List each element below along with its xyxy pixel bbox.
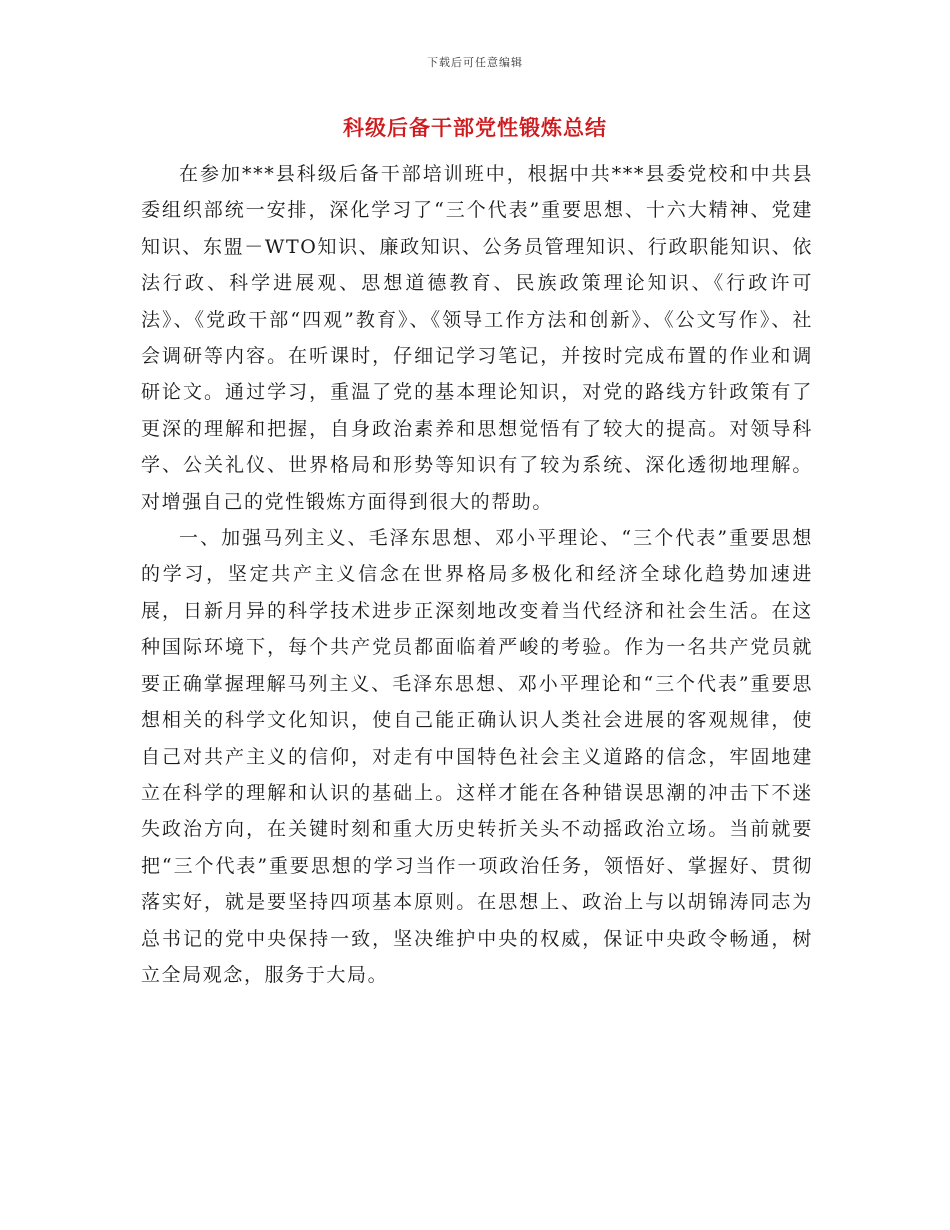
paragraph-section-1: 一、加强马列主义、毛泽东思想、邓小平理论、“三个代表”重要思想的学习，坚定共产主义信念在世界格局多极化和经济全球化趋势加速进展，日新月异的科学技术进步正深刻地改变着当代经济和社会生活。在这种国际环境下，每个共产党员都面临着严峻的考验。作为一名共产党员就要正确掌握理解马列主义、毛泽东思想、邓小平理论和“三个代表”重要思想相关的科学文化知识，使自己能正确认识人类社会进展的客观规律，使自己对共产主义的信仰，对走有中国特色社会主义道路的信念，牢固地建立在科学的理解和认识的基础上。这样才能在各种错误思潮的冲击下不迷失政治方向，在关键时刻和重大历史转折关头不动摇政治立场。当前就要把“三个代表”重要思想的学习当作一项政治任务，领悟好、掌握好、贯彻落实好，就是要坚持四项基本原则。在思想上、政治上与以胡锦涛同志为总书记的党中央保持一致，坚决维护中央的权威，保证中央政令畅通，树立全局观念，服务于大局。 bbox=[141, 527, 813, 986]
document-body bbox=[141, 156, 813, 993]
paragraph-intro: 在参加***县科级后备干部培训班中，根据中共***县委党校和中共县委组织部统一安排，深化学习了“三个代表”重要思想、十六大精神、党建知识、东盟－WTO知识、廉政知识、公务员管理知识、行政职能知识、依法行政、科学进展观、思想道德教育、民族政策理论知识、《行政许可法》、《党政干部“四观”教育》、《领导工作方法和创新》、《公文写作》、社会调研等内容。在听课时，仔细记学习笔记，并按时完成布置的作业和调研论文。通过学习，重温了党的基本理论知识，对党的路线方针政策有了更深的理解和把握，自身政治素养和思想觉悟有了较大的提高。对领导科学、公关礼仪、世界格局和形势等知识有了较为系统、深化透彻地理解。对增强自己的党性锻炼方面得到很大的帮助。 bbox=[141, 163, 813, 513]
document-title: 科级后备干部党性锻炼总结 bbox=[343, 116, 607, 140]
header-note: 下载后可任意编辑 bbox=[427, 56, 523, 69]
